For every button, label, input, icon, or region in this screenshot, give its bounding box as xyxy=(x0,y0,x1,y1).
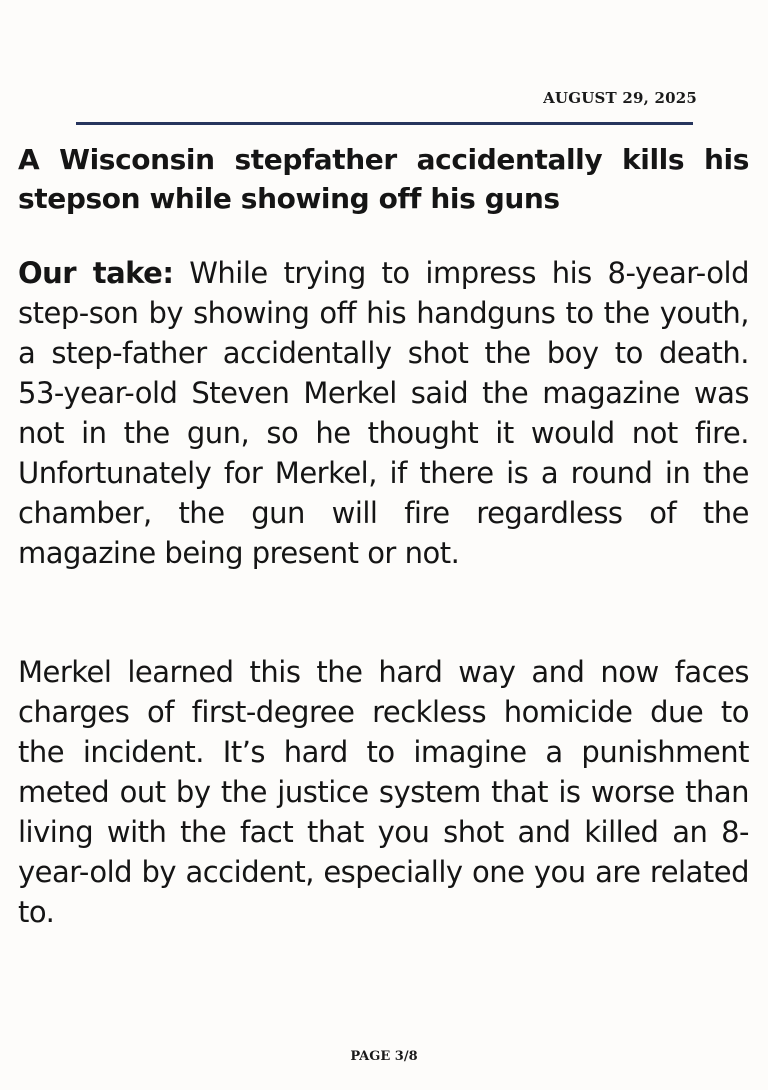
page-number: PAGE 3/8 xyxy=(350,1049,418,1064)
paragraph-1-text: While trying to impress his 8-year-old step-son by showing off his handguns to the youth, a step-father accidentally shot the boy to death. 53-year-old Steven Merkel said the magazine was not in the gun, so he thought it would not fire. Unfortunately for Merkel, if there is a round in the chamber, the gun will fire regardless of the magazine being present or not. xyxy=(18,256,749,570)
our-take-label: Our take: xyxy=(18,256,174,290)
article-paragraph-2: Merkel learned this the hard way and now faces charges of first-degree reckless homicide due to the incident. It’s hard to imagine a punishment meted out by the justice system that is worse than living with the fact that you shot and killed an 8-year-old by accident, especially one you are related to. xyxy=(18,655,749,929)
issue-date: AUGUST 29, 2025 xyxy=(543,89,697,107)
header-divider xyxy=(76,122,693,125)
article-paragraph-1 xyxy=(18,253,749,573)
article-headline: A Wisconsin stepfather accidentally kills his stepson while showing off his guns xyxy=(18,143,749,215)
